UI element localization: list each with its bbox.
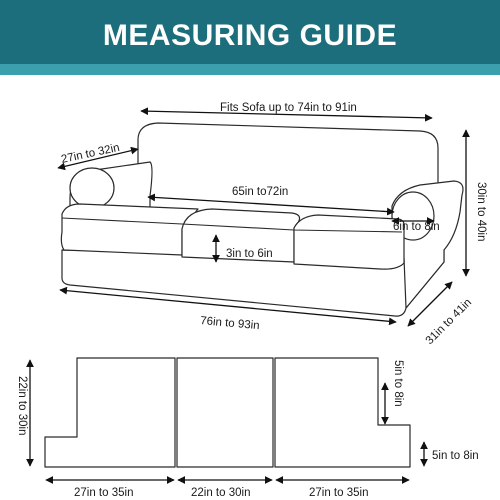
cover-flap-height-label: 5in to 8in [392,360,404,407]
length-label: 76in to 93in [199,315,261,333]
seat-cushion-right [294,215,404,269]
cushion-height-label: 3in to 6in [226,248,273,260]
cover-panel-right [275,358,410,467]
height-label: 30in to 40in [475,182,487,242]
cover-flap-width-label: 5in to 8in [432,450,479,462]
cover-left-width-label: 27in to 35in [74,487,134,499]
sofa-illustration [61,123,463,316]
cover-layout [45,358,410,467]
sofa-left-arm-roll [70,168,114,208]
depth-label: 31in to 41in [423,296,475,348]
cover-panel-middle [177,358,273,467]
arm-width-label: 6in to 8in [393,221,440,233]
page-title: MEASURING GUIDE [102,18,398,52]
seat-width-label: 65in to72in [232,186,289,198]
header-banner [0,0,500,75]
cover-height-label: 22in to 30in [16,376,28,436]
cover-middle-width-label: 22in to 30in [191,487,251,499]
cover-right-width-label: 27in to 35in [309,487,369,499]
back-depth-label: 27in to 32in [60,141,121,166]
fits-label: Fits Sofa up to 74in to 91in [220,102,357,114]
seat-cushion-left [61,204,198,255]
cover-panel-left [45,358,175,467]
